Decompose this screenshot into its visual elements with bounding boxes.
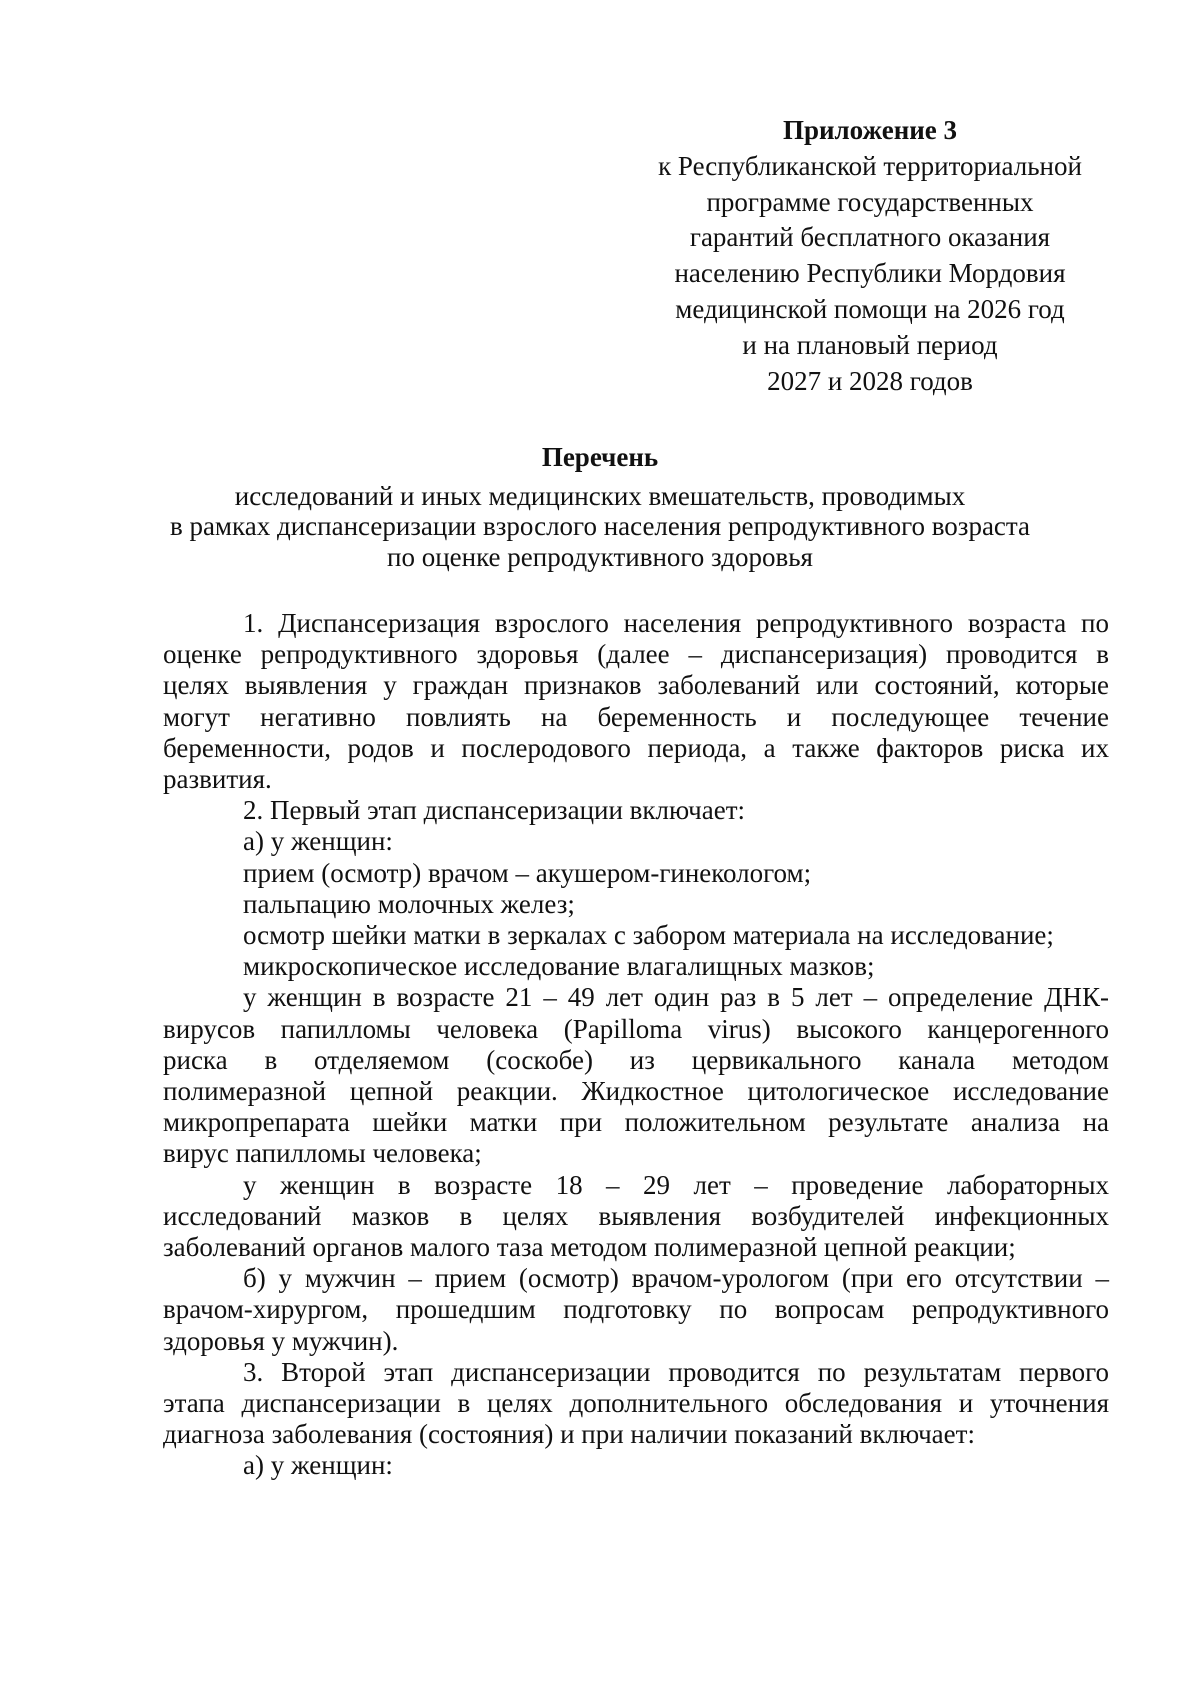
document-title: Перечень (541, 442, 659, 472)
paragraph-3 (163, 1357, 1109, 1451)
text-line: у женщин в возрасте 18 – 29 лет – проведение лабораторных (243, 1169, 1109, 1200)
document-subtitle-line: исследований и иных медицинских вмешательств, проводимых (234, 480, 966, 511)
text-line: исследований мазков в целях выявления возбудителей инфекционных (163, 1200, 1109, 1231)
appendix-title: Приложение 3 (782, 115, 958, 145)
text-line: этапа диспансеризации в целях дополнительного обследования и уточнения (163, 1388, 1109, 1419)
text-line: 1. Диспансеризация взрослого населения репродуктивного возраста по (243, 608, 1109, 638)
text-line: развития. (163, 764, 272, 795)
paragraph-1 (163, 608, 1109, 795)
text-line: б) у мужчин – прием (осмотр) врачом-урологом (при его отсутствии – (243, 1263, 1109, 1294)
text-line: здоровья у мужчин). (163, 1325, 399, 1356)
list-item: прием (осмотр) врачом – акушером-гинекологом; (243, 857, 812, 888)
paragraph-young-women (163, 1170, 1109, 1264)
appendix-line: гарантий бесплатного оказания (689, 222, 1051, 253)
text-line: 3. Второй этап диспансеризации проводится по результатам первого (243, 1356, 1109, 1387)
text-line: полимеразной цепной реакции. Жидкостное цитологическое исследование (163, 1076, 1109, 1107)
paragraph-2b (163, 1263, 1109, 1357)
text-line: беременности, родов и послеродового периода, а также факторов риска их (163, 732, 1109, 763)
list-item: пальпацию молочных желез; (243, 888, 575, 919)
text-line: вирус папилломы человека; (163, 1138, 482, 1169)
text-line: у женщин в возрасте 21 – 49 лет один раз в 5 лет – определение ДНК- (243, 982, 1109, 1013)
appendix-line: 2027 и 2028 годов (767, 365, 973, 396)
text-line: оценке репродуктивного здоровья (далее – диспансеризация) проводится в (163, 639, 1109, 670)
text-line: диагноза заболевания (состояния) и при наличии показаний включает: (163, 1419, 975, 1450)
list-item: микроскопическое исследование влагалищных мазков; (243, 951, 875, 982)
text-line: микропрепарата шейки матки при положительном результате анализа на (163, 1107, 1109, 1138)
text-line: заболеваний органов малого таза методом полимеразной цепной реакции; (163, 1232, 1016, 1263)
appendix-header (640, 113, 1100, 399)
text-line: целях выявления у граждан признаков заболеваний или состояний, которые (163, 670, 1109, 701)
appendix-line: населению Республики Мордовия (674, 258, 1066, 289)
paragraph-hpv (163, 982, 1109, 1169)
appendix-line: медицинской помощи на 2026 год (675, 293, 1065, 324)
paragraph-3a: а) у женщин: (243, 1450, 393, 1481)
text-line: врачом-хирургом, прошедшим подготовку по вопросам репродуктивного (163, 1294, 1109, 1325)
paragraph-2a: а) у женщин: (243, 826, 393, 857)
text-line: вирусов папилломы человека (Papilloma virus) высокого канцерогенного (163, 1013, 1109, 1044)
text-line: могут негативно повлиять на беременность и последующее течение (163, 701, 1109, 732)
paragraph-2: 2. Первый этап диспансеризации включает: (243, 795, 745, 826)
document-subtitle-line: в рамках диспансеризации взрослого населения репродуктивного возраста (169, 511, 1031, 541)
document-title-block (140, 442, 1060, 572)
appendix-line: и на плановый период (742, 329, 998, 360)
appendix-line: к Республиканской территориальной (658, 150, 1082, 181)
appendix-line: программе государственных (706, 186, 1034, 217)
document-subtitle-line: по оценке репродуктивного здоровья (387, 541, 813, 572)
list-item: осмотр шейки матки в зеркалах с забором материала на исследование; (243, 920, 1054, 951)
document-body (163, 608, 1109, 1482)
text-line: риска в отделяемом (соскобе) из цервикального канала методом (163, 1044, 1109, 1075)
